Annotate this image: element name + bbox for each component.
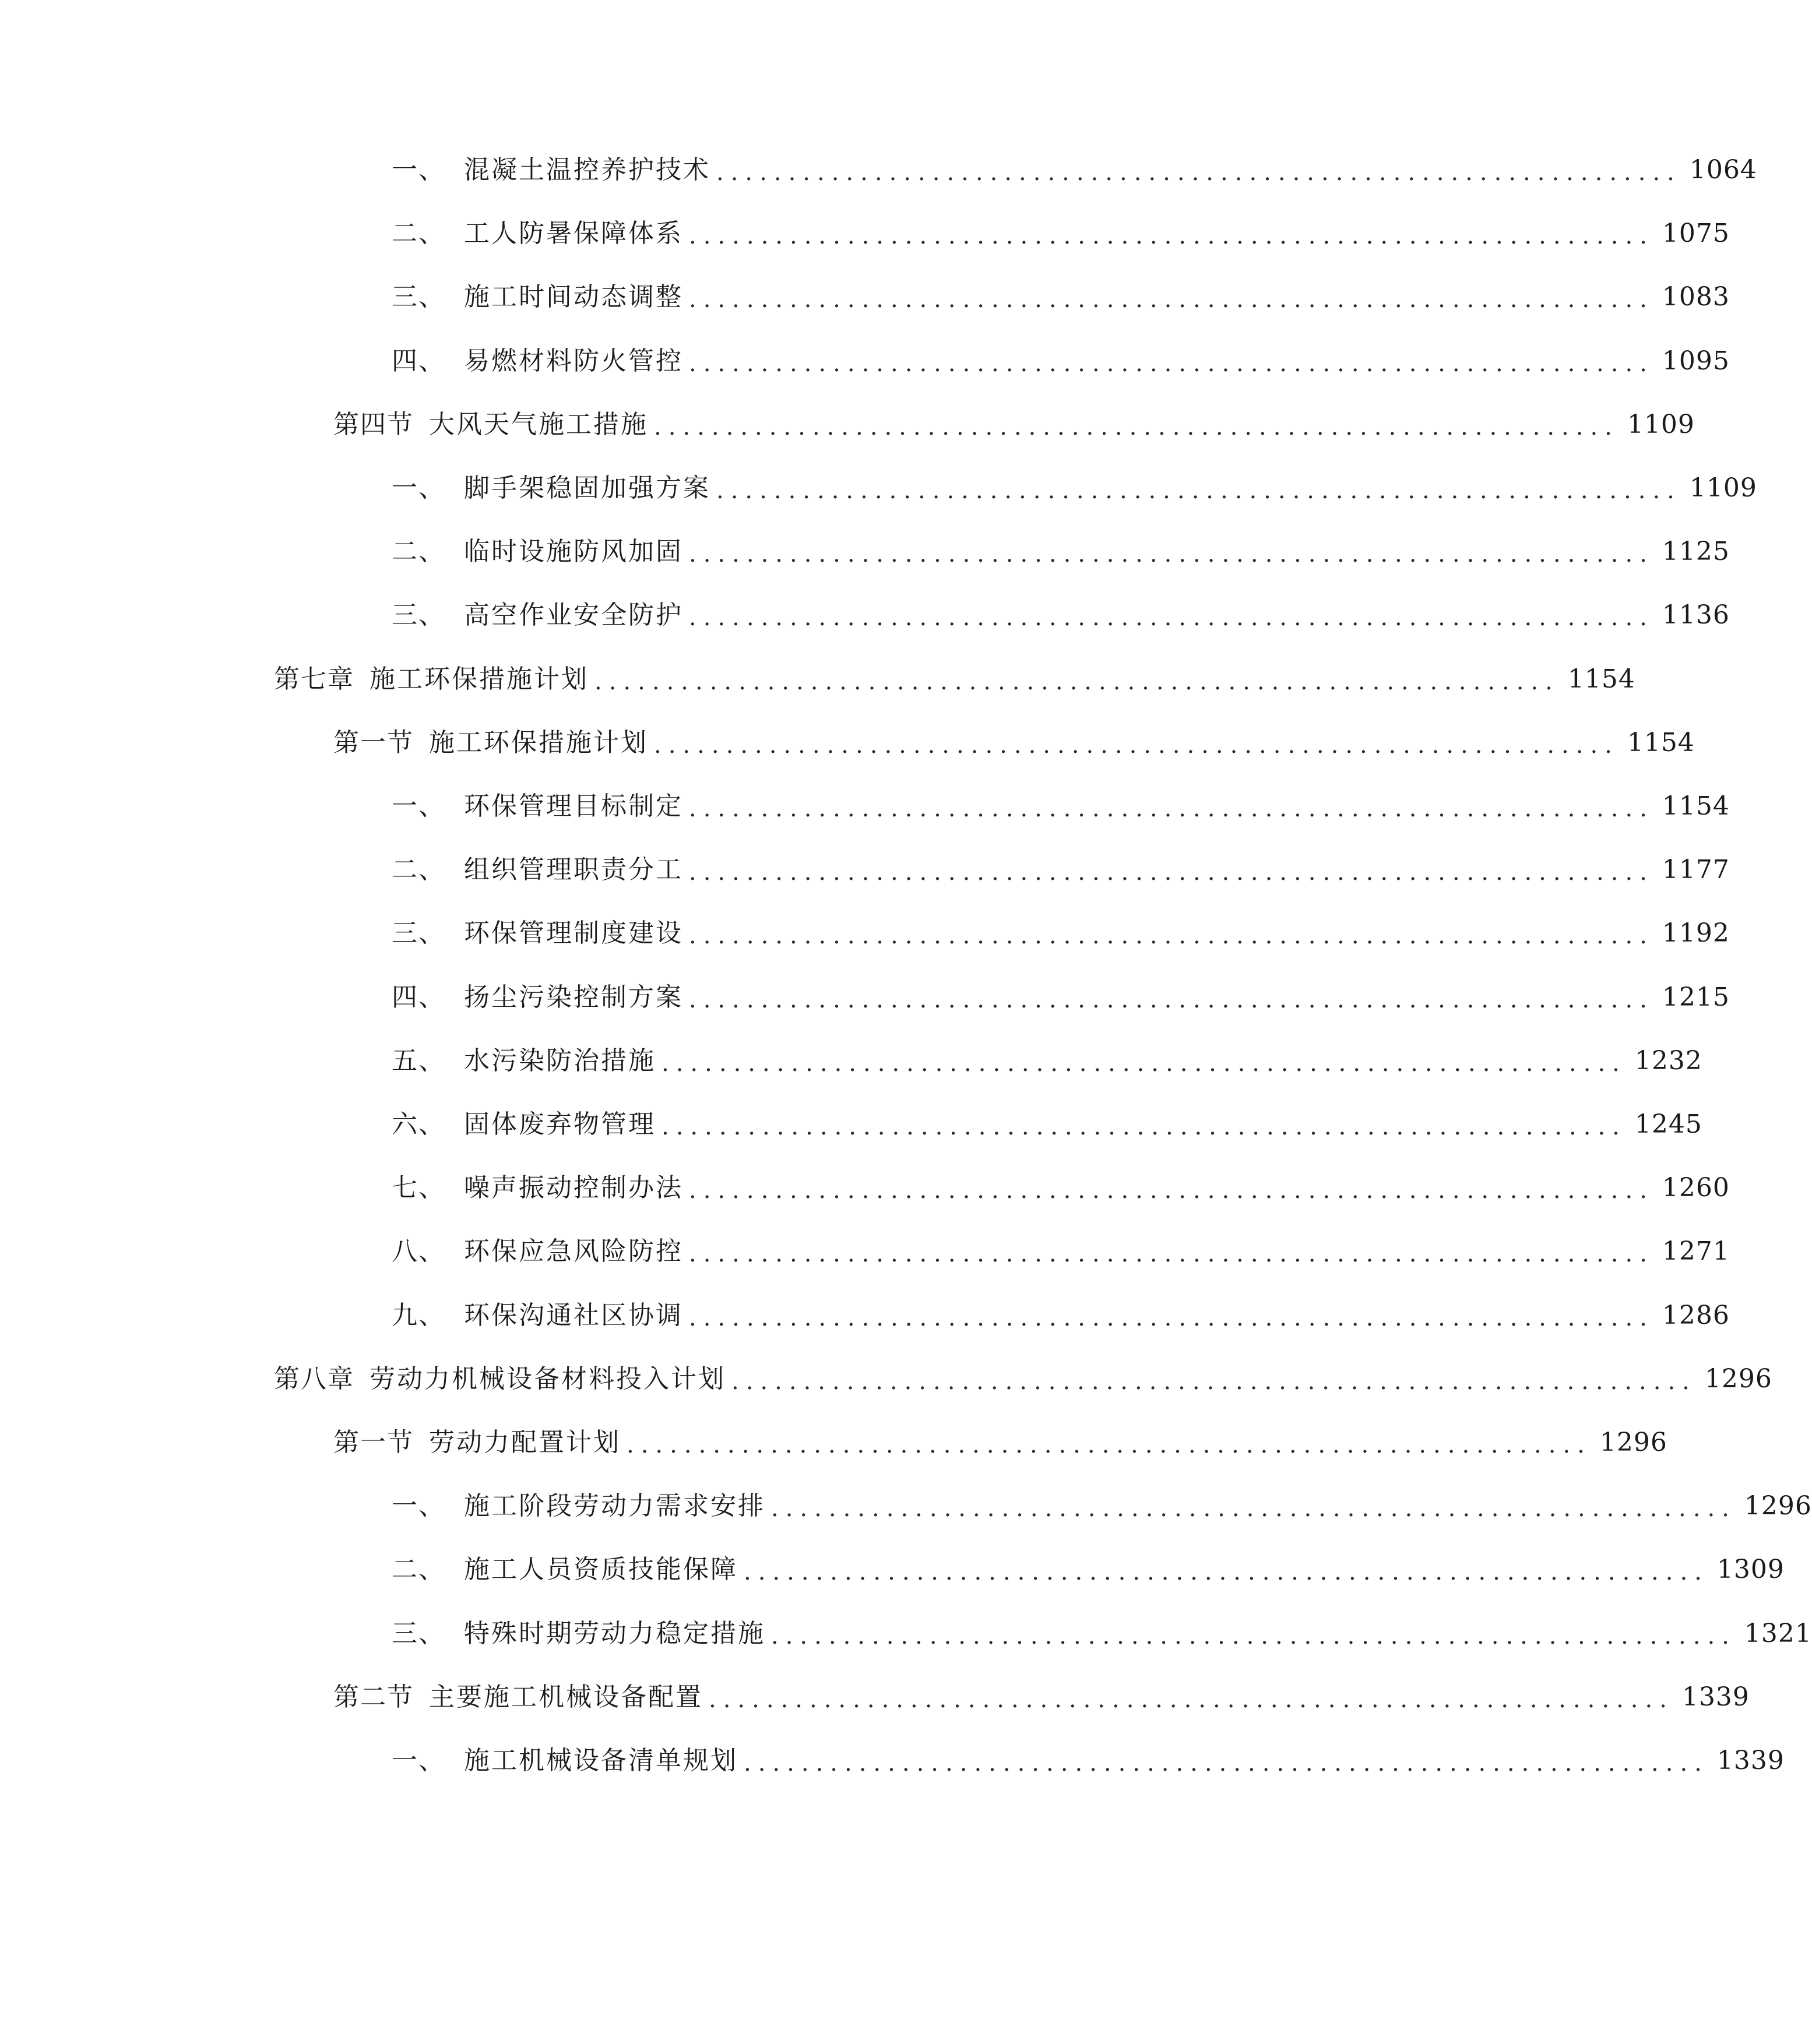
toc-entry-title: 施工阶段劳动力需求安排	[464, 1491, 765, 1521]
toc-entry-section[interactable]	[333, 1674, 1750, 1721]
toc-entry-title: 环保应急风险防控	[464, 1236, 683, 1266]
toc-dot-leader: ...................................................................	[689, 859, 1654, 886]
toc-dot-leader: ...................................................................	[689, 286, 1654, 313]
toc-page-number: 1296	[1744, 1491, 1812, 1521]
toc-entry-number: 第八章	[274, 1364, 354, 1394]
toc-dot-leader: ...................................................................	[662, 1050, 1627, 1077]
toc-entry-number: 一、	[392, 473, 445, 503]
toc-entry-title: 施工环保措施计划	[370, 664, 589, 694]
toc-entry-title: 扬尘污染控制方案	[464, 982, 683, 1012]
toc-entry-title: 混凝土温控养护技术	[464, 155, 710, 185]
toc-dot-leader: ...................................................................	[689, 986, 1654, 1013]
toc-entry-number: 二、	[392, 537, 445, 566]
toc-dot-leader: ...................................................................	[731, 1368, 1697, 1395]
toc-dot-leader: ...................................................................	[689, 922, 1654, 949]
toc-entry-number: 四、	[392, 346, 445, 376]
toc-dot-leader: ...................................................................	[771, 1623, 1736, 1650]
toc-entry-number: 第二节	[333, 1682, 414, 1712]
toc-entry-item[interactable]	[392, 1038, 1702, 1084]
toc-entry-title: 施工时间动态调整	[464, 282, 683, 312]
toc-entry-number: 第七章	[274, 664, 354, 694]
toc-entry-number: 三、	[392, 282, 445, 312]
toc-entry-item[interactable]	[392, 465, 1757, 512]
toc-entry-section[interactable]	[333, 720, 1695, 766]
toc-dot-leader: ...................................................................	[689, 604, 1654, 631]
toc-entry-number: 一、	[392, 1491, 445, 1521]
toc-dot-leader: ...................................................................	[654, 414, 1619, 440]
toc-entry-number: 三、	[392, 600, 445, 630]
toc-dot-leader: ...................................................................	[627, 1432, 1592, 1458]
toc-entry-title: 大风天气施工措施	[429, 410, 648, 439]
toc-entry-title: 水污染防治措施	[464, 1046, 656, 1076]
toc-dot-leader: ...................................................................	[744, 1559, 1709, 1585]
toc-entry-item[interactable]	[392, 147, 1757, 193]
toc-entry-title: 环保管理制度建设	[464, 918, 683, 948]
toc-entry-item[interactable]	[392, 974, 1730, 1021]
toc-dot-leader: ...................................................................	[716, 477, 1681, 504]
toc-dot-leader: ...................................................................	[689, 223, 1654, 249]
toc-page-number: 1109	[1627, 410, 1695, 439]
toc-entry-number: 一、	[392, 1746, 445, 1775]
toc-entry-title: 施工人员资质技能保障	[464, 1555, 738, 1584]
toc-entry-number: 第一节	[333, 728, 414, 757]
toc-entry-number: 八、	[392, 1236, 445, 1266]
toc-page-number: 1083	[1662, 282, 1730, 312]
toc-entry-title: 特殊时期劳动力稳定措施	[464, 1619, 765, 1648]
toc-page-number: 1192	[1662, 918, 1730, 948]
toc-entry-number: 三、	[392, 918, 445, 948]
toc-entry-title: 高空作业安全防护	[464, 600, 683, 630]
toc-entry-title: 组织管理职责分工	[464, 855, 683, 884]
toc-page-number: 1095	[1662, 346, 1730, 376]
toc-entry-item[interactable]	[392, 910, 1730, 957]
toc-entry-number: 二、	[392, 1555, 445, 1584]
toc-dot-leader: ...................................................................	[689, 1177, 1654, 1204]
toc-entry-number: 二、	[392, 219, 445, 248]
toc-page-number: 1154	[1627, 728, 1695, 757]
toc-entry-title: 施工机械设备清单规划	[464, 1746, 738, 1775]
toc-entry-number: 九、	[392, 1301, 445, 1330]
toc-dot-leader: ...................................................................	[744, 1750, 1709, 1777]
toc-entry-number: 六、	[392, 1109, 445, 1139]
toc-page-number: 1109	[1689, 473, 1757, 503]
toc-entry-item[interactable]	[392, 1483, 1812, 1530]
toc-dot-leader: ...................................................................	[771, 1495, 1736, 1522]
toc-entry-number: 第一节	[333, 1428, 414, 1457]
toc-page-number: 1339	[1716, 1746, 1785, 1775]
toc-page-number: 1232	[1634, 1046, 1702, 1076]
toc-page-number: 1136	[1662, 600, 1730, 630]
toc-entry-number: 一、	[392, 155, 445, 185]
toc-entry-chapter[interactable]	[274, 1356, 1772, 1402]
toc-dot-leader: ...................................................................	[689, 795, 1654, 822]
toc-dot-leader: ...................................................................	[689, 1241, 1654, 1267]
toc-entry-title: 噪声振动控制办法	[464, 1173, 683, 1203]
toc-entry-number: 一、	[392, 791, 445, 821]
toc-dot-leader: ...................................................................	[689, 350, 1654, 377]
toc-entry-item[interactable]	[392, 1610, 1812, 1657]
toc-dot-leader: ...................................................................	[716, 159, 1681, 186]
toc-entry-number: 四、	[392, 982, 445, 1012]
toc-entry-title: 劳动力机械设备材料投入计划	[370, 1364, 726, 1394]
toc-entry-title: 施工环保措施计划	[429, 728, 648, 757]
toc-entry-item[interactable]	[392, 783, 1730, 830]
toc-entry-section[interactable]	[333, 401, 1695, 448]
toc-page-number: 1154	[1662, 791, 1730, 821]
toc-dot-leader: ...................................................................	[689, 1305, 1654, 1331]
toc-page-number: 1321	[1744, 1619, 1812, 1648]
toc-entry-number: 二、	[392, 855, 445, 884]
toc-entry-item[interactable]	[392, 274, 1730, 320]
toc-entry-item[interactable]	[392, 847, 1730, 893]
toc-entry-item[interactable]	[392, 338, 1730, 385]
toc-entry-item[interactable]	[392, 1101, 1702, 1148]
toc-page-number: 1286	[1662, 1301, 1730, 1330]
toc-entry-title: 脚手架稳固加强方案	[464, 473, 710, 503]
toc-entry-number: 五、	[392, 1046, 445, 1076]
toc-entry-section[interactable]	[333, 1419, 1667, 1466]
toc-entry-title: 环保沟通社区协调	[464, 1301, 683, 1330]
toc-entry-title: 临时设施防风加固	[464, 537, 683, 566]
toc-entry-chapter[interactable]	[274, 656, 1635, 703]
toc-entry-title: 主要施工机械设备配置	[429, 1682, 703, 1712]
toc-entry-item[interactable]	[392, 1228, 1730, 1275]
toc-entry-number: 三、	[392, 1619, 445, 1648]
toc-page-number: 1309	[1716, 1555, 1785, 1584]
toc-entry-title: 工人防暑保障体系	[464, 219, 683, 248]
toc-dot-leader: ...................................................................	[662, 1113, 1627, 1140]
toc-entry-item[interactable]	[392, 1738, 1785, 1784]
toc-page-number: 1271	[1662, 1236, 1730, 1266]
toc-page-number: 1215	[1662, 982, 1730, 1012]
toc-entry-title: 固体废弃物管理	[464, 1109, 656, 1139]
toc-page-number: 1075	[1662, 219, 1730, 248]
toc-page-number: 1064	[1689, 155, 1757, 185]
toc-entry-item[interactable]	[392, 528, 1730, 575]
toc-dot-leader: ...................................................................	[709, 1686, 1674, 1713]
toc-page-number: 1125	[1662, 537, 1730, 566]
toc-page-number: 1260	[1662, 1173, 1730, 1203]
toc-entry-item[interactable]	[392, 1165, 1730, 1211]
toc-entry-title: 劳动力配置计划	[429, 1428, 621, 1457]
toc-page-number: 1296	[1704, 1364, 1772, 1394]
toc-dot-leader: ...................................................................	[689, 541, 1654, 568]
toc-entry-number: 第四节	[333, 410, 414, 439]
toc-entry-item[interactable]	[392, 1292, 1730, 1339]
toc-entry-item[interactable]	[392, 592, 1730, 639]
toc-page-number: 1245	[1634, 1109, 1702, 1139]
toc-page-number: 1177	[1662, 855, 1730, 884]
toc-page-number: 1339	[1681, 1682, 1750, 1712]
toc-dot-leader: ...................................................................	[654, 732, 1619, 759]
toc-page-number: 1296	[1599, 1428, 1667, 1457]
toc-page-number: 1154	[1567, 664, 1635, 694]
toc-entry-item[interactable]	[392, 1546, 1785, 1593]
toc-entry-title: 易燃材料防火管控	[464, 346, 683, 376]
toc-dot-leader: ...................................................................	[594, 668, 1560, 695]
toc-entry-item[interactable]	[392, 210, 1730, 257]
toc-entry-number: 七、	[392, 1173, 445, 1203]
toc-entry-title: 环保管理目标制定	[464, 791, 683, 821]
